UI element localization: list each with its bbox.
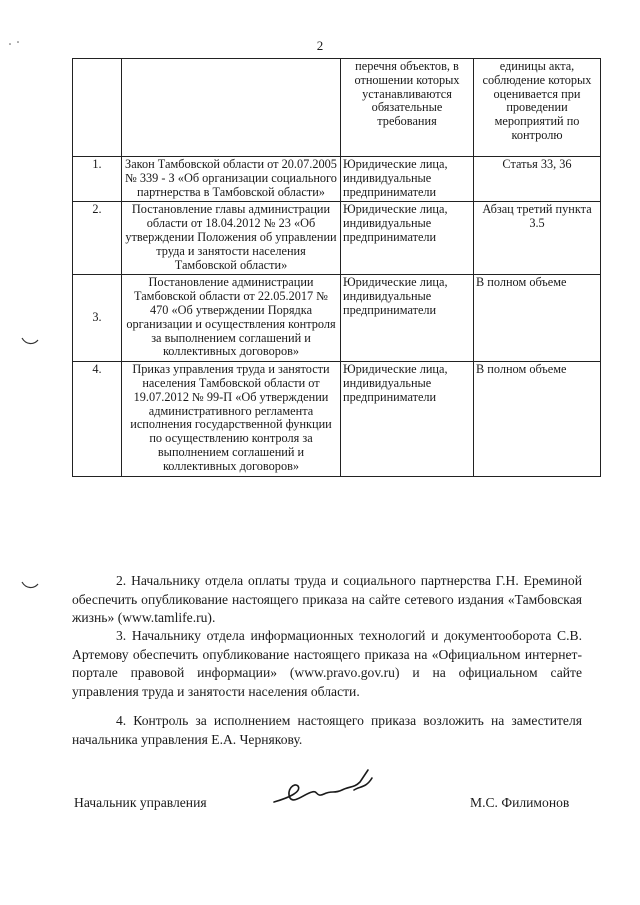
punch-hole-mark [20, 580, 40, 592]
row-act: Закон Тамбовской области от 20.07.2005 № 339 - З «Об организации социального партнерства в Тамбовской области» [122, 157, 341, 202]
row-scope: Абзац третий пункта 3.5 [474, 202, 601, 275]
paragraph-4 [72, 712, 582, 749]
table-header-row [73, 59, 601, 157]
legal-acts-table [72, 58, 601, 477]
row-scope: В полном объеме [474, 275, 601, 362]
paragraph-3 [72, 627, 582, 702]
header-cell-num [73, 59, 122, 157]
row-number: 2. [73, 202, 122, 275]
handwritten-signature [268, 768, 388, 812]
table-row [73, 275, 601, 362]
table-row [73, 202, 601, 275]
paragraph-text: 2. Начальнику отдела оплаты труда и социального партнерства Г.Н. Ереминой обеспечить опубликование настоящего приказа на сайте сетевого издания «Тамбовская жизнь» (www.tamlife.ru). [72, 573, 582, 626]
row-subjects: Юридические лица, индивидуальные предприниматели [341, 157, 474, 202]
paragraph-2 [72, 572, 582, 628]
row-scope: Статья 33, 36 [474, 157, 601, 202]
row-number: 1. [73, 157, 122, 202]
table-row [73, 157, 601, 202]
row-number: 3. [73, 275, 122, 362]
table-row [73, 362, 601, 476]
row-subjects: Юридические лица, индивидуальные предприниматели [341, 202, 474, 275]
row-subjects: Юридические лица, индивидуальные предприниматели [341, 362, 474, 476]
header-cell-scope: единицы акта, соблюдение которых оценивается при проведении мероприятий по контролю [474, 59, 601, 157]
punch-hole-mark [20, 336, 40, 348]
signatory-name: М.С. Филимонов [470, 795, 570, 810]
row-act: Приказ управления труда и занятости населения Тамбовской области от 19.07.2012 № 99-П «Об утверждении административного регламента исполнения государственной функции по осуществлению контроля за выполнением соглашений и коллективных договоров» [122, 362, 341, 476]
paragraph-text: 3. Начальнику отдела информационных технологий и документооборота С.В. Артемову обеспечить опубликование настоящего приказа на «Официальном интернет-портале правовой информации» (www.pravo.gov.ru) и на официальном сайте управления труда и занятости населения области. [72, 628, 582, 700]
signatory-title: Начальник управления [74, 795, 207, 810]
row-subjects: Юридические лица, индивидуальные предприниматели [341, 275, 474, 362]
row-number: 4. [73, 362, 122, 476]
paragraph-text: 4. Контроль за исполнением настоящего приказа возложить на заместителя начальника управления Е.А. Чернякову. [72, 713, 582, 747]
row-scope: В полном объеме [474, 362, 601, 476]
row-act: Постановление администрации Тамбовской области от 22.05.2017 № 470 «Об утверждении Порядка организации и осуществления контроля за выполнением соглашений и коллективных договоров» [122, 275, 341, 362]
header-cell-subjects: перечня объектов, в отношении которых устанавливаются обязательные требования [341, 59, 474, 157]
header-cell-act [122, 59, 341, 157]
page-number: 2 [316, 38, 324, 53]
row-act: Постановление главы администрации области от 18.04.2012 № 23 «Об утверждении Положения об управлении труда и занятости населения Тамбовской области» [122, 202, 341, 275]
scan-mark [8, 40, 22, 50]
